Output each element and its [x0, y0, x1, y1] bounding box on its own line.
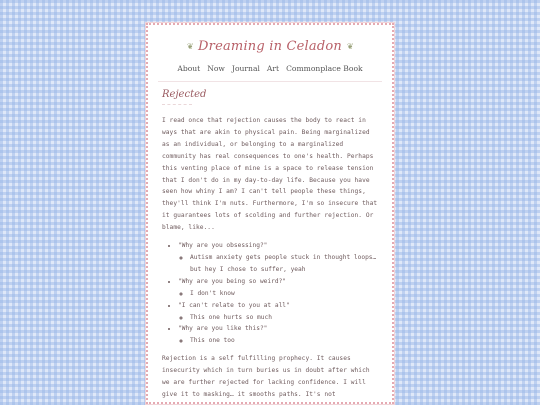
- quote-list: [162, 240, 378, 347]
- list-subitem: ◦ This one hurts so much: [190, 312, 378, 324]
- nav-item-commonplace-book[interactable]: Commonplace Book: [286, 64, 363, 73]
- nav-divider: [158, 81, 382, 82]
- list-item: [178, 276, 378, 300]
- list-item-text: "Why are you obsessing?": [178, 242, 268, 250]
- list-item-text: "Why are you like this?": [178, 325, 268, 333]
- blog-header: [146, 36, 394, 56]
- post-title: Rejected: [162, 89, 192, 105]
- post-paragraph: I read once that rejection causes the body to react in ways that are akin to physical pain. Being marginalized as an individual, or belonging to a marginalized community has real consequences to one's health. Perhaps this venting place of mine is a space to release tension that I don't do in my day-to-day life. Because you have seen how whiny I am? I can't tell people these things, they'll think I'm nuts. Furthermore, I'm so insecure that it guarantees lots of scolding and further rejection. Or blame, like...: [162, 117, 378, 232]
- list-subitem: ◦ I don't know: [190, 288, 378, 300]
- list-item-text: "Why are you being so weird?": [178, 277, 287, 285]
- nav-item-now[interactable]: Now: [207, 64, 225, 73]
- flower-ornament-icon: ❦: [346, 40, 353, 52]
- flower-ornament-icon: ❦: [187, 40, 194, 52]
- nav-item-art[interactable]: Art: [266, 64, 280, 73]
- main-nav: [146, 64, 394, 73]
- nav-item-about[interactable]: About: [177, 64, 201, 73]
- list-subitem: ◦ This one too: [190, 335, 378, 347]
- list-item-text: "I can't relate to you at all": [178, 301, 290, 309]
- nav-item-journal[interactable]: Journal: [231, 64, 260, 73]
- post-paragraph: Rejection is a self fulfilling prophecy. It causes insecurity which in turn buries us in doubt after which we are further rejected for lacking confidence. I will give it to masking… it smooths paths. It's not: [162, 355, 370, 398]
- list-item: [178, 300, 378, 324]
- list-subitem: ◦ Autism anxiety gets people stuck in thought loops… but hey I chose to suffer, yeah: [190, 252, 378, 276]
- blog-page: [145, 22, 395, 405]
- blog-title[interactable]: Dreaming in Celadon: [198, 38, 342, 54]
- list-item: [178, 240, 378, 276]
- list-item: [178, 323, 378, 347]
- post-content: [146, 89, 394, 401]
